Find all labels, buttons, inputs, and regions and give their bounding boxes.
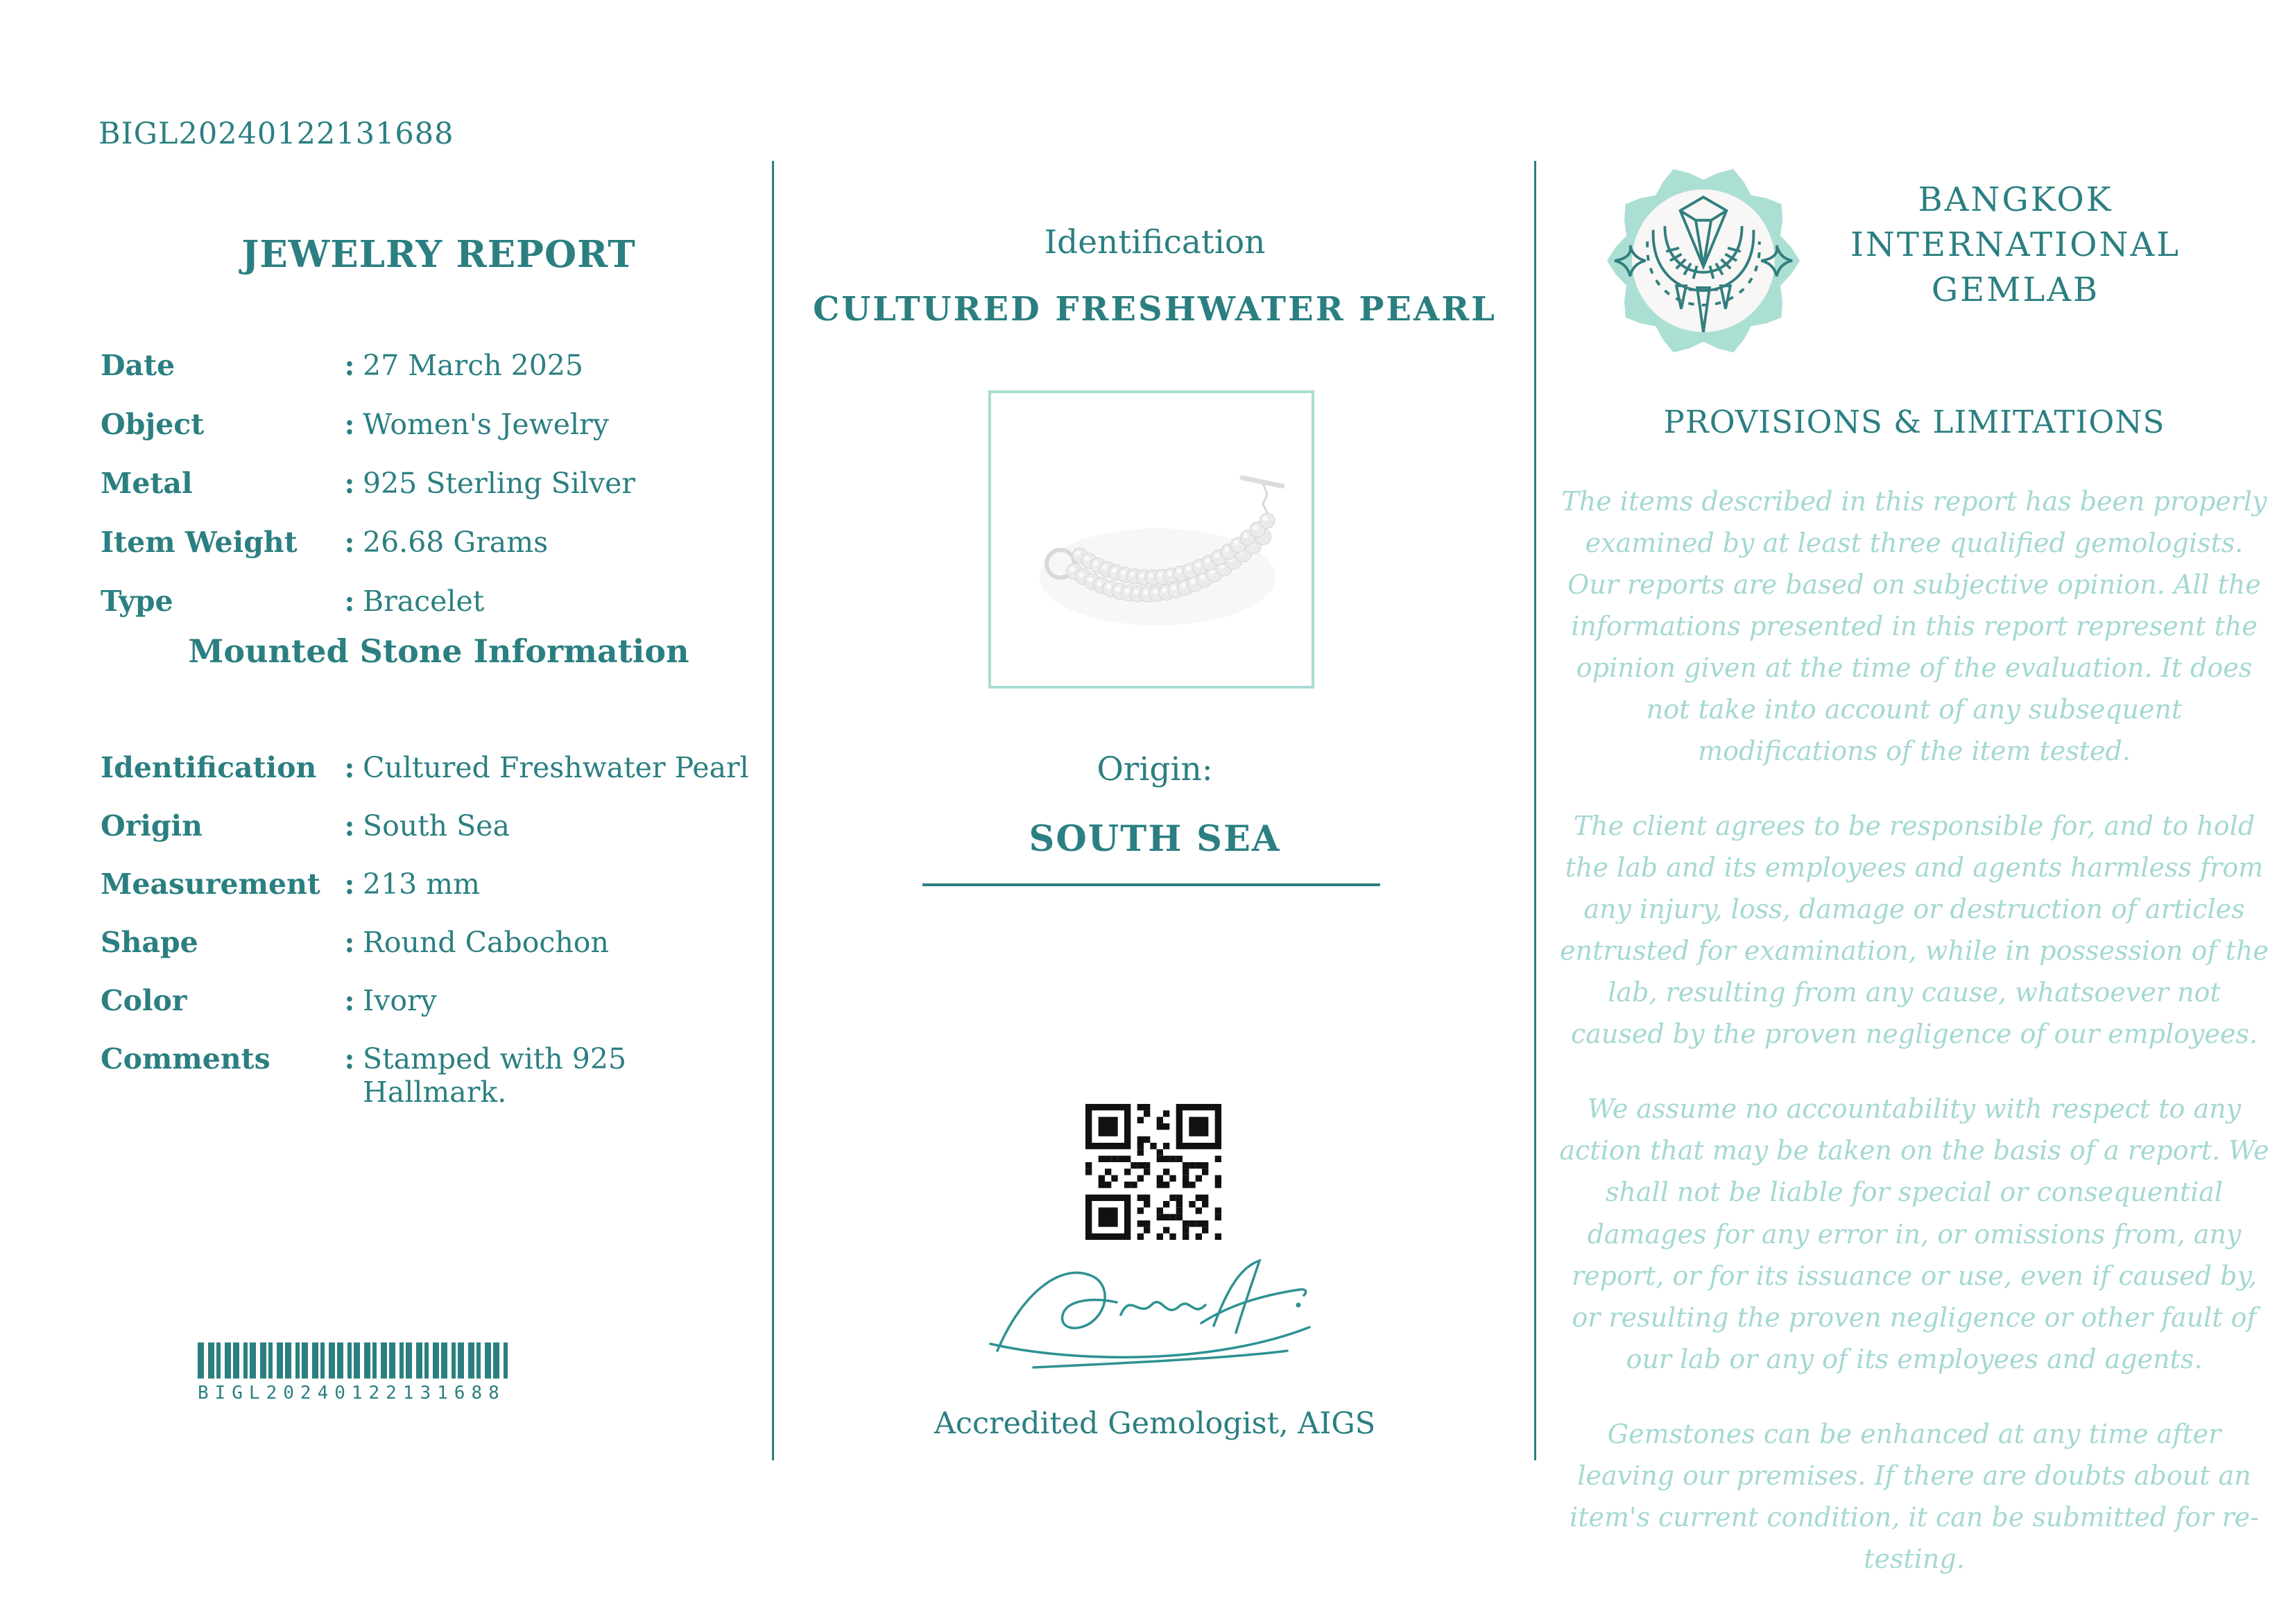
page-title: JEWELRY REPORT [241, 233, 636, 276]
identification-section-label: Identification [1044, 223, 1266, 261]
barcode-text: BIGL20240122131688 [198, 1383, 506, 1403]
origin-value: SOUTH SEA [1029, 818, 1281, 860]
lab-name-line-2: INTERNATIONAL [1850, 225, 2181, 264]
provisions-heading: PROVISIONS & LIMITATIONS [1663, 404, 2165, 440]
stone-detail-value-5: Stamped with 925 Hallmark. [363, 1042, 627, 1109]
stone-detail-label-2: Measurement [101, 867, 320, 901]
stone-detail-colon-2: : [344, 867, 355, 901]
jewelry-detail-value-2: 925 Sterling Silver [363, 467, 635, 500]
jewelry-detail-colon-0: : [344, 349, 355, 382]
stone-detail-value-0: Cultured Freshwater Pearl [363, 751, 749, 784]
jewelry-detail-label-1: Object [101, 408, 205, 441]
gemlab-logo-badge [1607, 164, 1800, 357]
stone-info-heading: Mounted Stone Information [188, 632, 689, 670]
jewelry-photo [988, 390, 1314, 689]
stone-detail-label-4: Color [101, 984, 187, 1017]
qr-code [1085, 1104, 1221, 1240]
origin-label: Origin: [1097, 750, 1213, 788]
origin-underline [922, 883, 1380, 886]
provisions-paragraph-1: The items described in this report has been properly examined by at least three qualified gemologists. Our reports are based on subjective opinion. All the informations presented in this report represent the opinion given at the time of the evaluation. It does not take into account of any subsequent modifications of the item tested. [1561, 486, 2267, 767]
stone-detail-colon-4: : [344, 984, 355, 1017]
stone-detail-label-5: Comments [101, 1042, 270, 1076]
barcode-bars [198, 1342, 511, 1380]
jewelry-detail-value-4: Bracelet [363, 585, 485, 618]
stone-detail-label-3: Shape [101, 926, 198, 959]
jewelry-detail-label-2: Metal [101, 467, 193, 500]
toggle-bar [1242, 478, 1282, 486]
pearl-bracelet-image [991, 393, 1312, 686]
stone-detail-colon-3: : [344, 926, 355, 959]
barcode [198, 1342, 511, 1403]
provisions-paragraph-4: Gemstones can be enhanced at any time after leaving our premises. If there are doubts about an item's current condition, it can be submitted for re-testing. [1570, 1418, 2259, 1574]
provisions-paragraph-2: The client agrees to be responsible for, and to hold the lab and its employees and agents harmless from any injury, loss, damage or destruction of articles entrusted for examination, while in possession of the lab, resulting from any cause, whatsoever not caused by the proven negligence of our employees. [1560, 811, 2269, 1050]
gemologist-signature [985, 1241, 1332, 1387]
jewelry-details-table [101, 349, 777, 643]
jewelry-detail-label-4: Type [101, 585, 173, 618]
jewelry-detail-colon-2: : [344, 467, 355, 500]
stone-detail-value-3: Round Cabochon [363, 926, 609, 959]
stone-detail-value-1: South Sea [363, 809, 510, 843]
provisions-paragraph-3: We assume no accountability with respect to any action that may be taken on the basis of a report. We shall not be liable for special or consequential damages for any error in, or omissions from, any report, or for its issuance or use, even if caused by, or resulting the proven negligence or other fault of our lab or any of its employees and agents. [1559, 1094, 2269, 1374]
stone-detail-label-1: Origin [101, 809, 203, 843]
lab-name [1803, 178, 2228, 313]
stone-detail-colon-1: : [344, 809, 355, 843]
column-divider-right [1534, 161, 1536, 1460]
credential-text: Accredited Gemologist, AIGS [934, 1406, 1376, 1441]
stone-detail-colon-5: : [344, 1042, 355, 1076]
jewelry-detail-colon-3: : [344, 526, 355, 559]
report-number: BIGL20240122131688 [98, 116, 454, 151]
jewelry-detail-value-0: 27 March 2025 [363, 349, 583, 382]
jewelry-detail-value-1: Women's Jewelry [363, 408, 609, 441]
signature-scribble [985, 1241, 1332, 1387]
stone-detail-label-0: Identification [101, 751, 317, 784]
stone-detail-colon-0: : [344, 751, 355, 784]
stone-detail-value-4: Ivory [363, 984, 437, 1017]
jewelry-detail-value-3: 26.68 Grams [363, 526, 549, 559]
lab-name-line-1: BANGKOK [1918, 180, 2113, 219]
jewelry-detail-label-0: Date [101, 349, 175, 382]
identification-value: CULTURED FRESHWATER PEARL [813, 290, 1497, 329]
jewelry-detail-label-3: Item Weight [101, 526, 298, 559]
provisions-section [1557, 404, 2271, 1613]
jewelry-detail-colon-4: : [344, 585, 355, 618]
jewelry-detail-colon-1: : [344, 408, 355, 441]
lab-name-line-3: GEMLAB [1931, 270, 2100, 309]
stone-details-table [101, 751, 777, 1109]
stone-detail-value-2: 213 mm [363, 867, 481, 901]
